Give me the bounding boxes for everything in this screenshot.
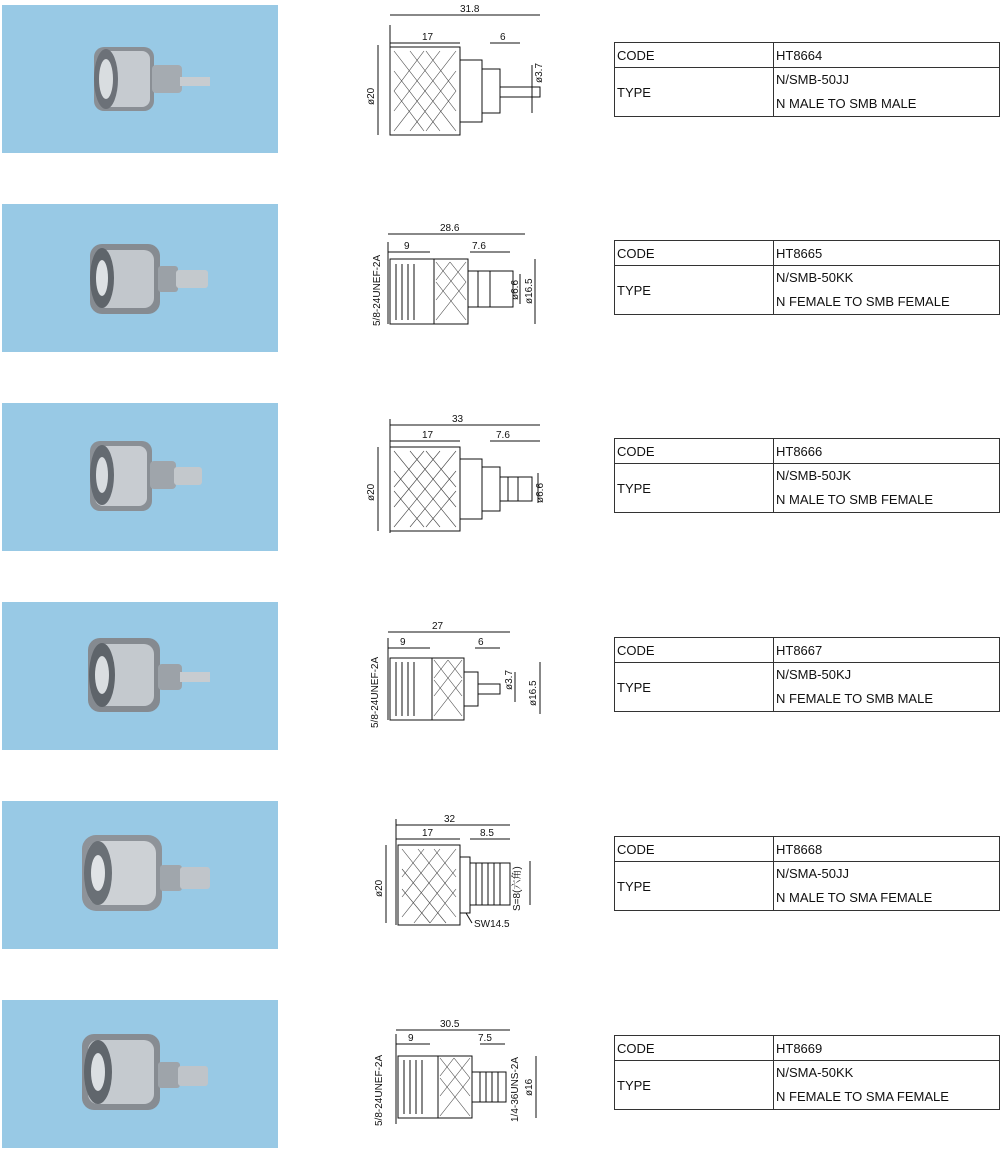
product-row: [0, 602, 1000, 752]
code-value: HT8669: [774, 1036, 1000, 1061]
dim-b: 6: [500, 32, 506, 43]
dim-pin: ø3.7: [504, 669, 515, 690]
dim-b: 7.5: [478, 1033, 492, 1044]
type-description: N MALE TO SMB FEMALE: [776, 492, 934, 507]
dim-a: 9: [400, 637, 406, 648]
dim-thread: 5/8-24UNEF-2A: [374, 1054, 385, 1126]
product-row: [0, 801, 1000, 951]
type-model: N/SMB-50JJ: [776, 72, 849, 87]
dimension-drawing: [360, 5, 560, 155]
code-value: HT8667: [774, 638, 1000, 663]
dim-body: ø20: [374, 879, 385, 897]
dim-total: 30.5: [440, 1019, 460, 1030]
type-label: TYPE: [615, 862, 774, 911]
code-label: CODE: [615, 837, 774, 862]
code-value: HT8668: [774, 837, 1000, 862]
dim-b: 6: [478, 637, 484, 648]
dim-body: ø16.5: [528, 680, 539, 706]
code-label: CODE: [615, 1036, 774, 1061]
dim-body: ø20: [366, 483, 377, 501]
code-label: CODE: [615, 43, 774, 68]
product-photo: [2, 801, 278, 949]
type-label: TYPE: [615, 1061, 774, 1110]
product-row: [0, 403, 1000, 553]
type-description: N MALE TO SMA FEMALE: [776, 890, 933, 905]
dimension-drawing: [360, 602, 560, 752]
dim-a: 9: [404, 241, 410, 252]
dim-total: 33: [452, 414, 464, 425]
product-photo: [2, 204, 278, 352]
code-label: CODE: [615, 638, 774, 663]
spec-table: [614, 438, 1000, 513]
dimension-drawing: [360, 801, 560, 951]
dim-a: 9: [408, 1033, 414, 1044]
type-model: N/SMB-50KJ: [776, 667, 852, 682]
type-label: TYPE: [615, 68, 774, 117]
dimension-drawing: [360, 204, 560, 354]
code-value: HT8666: [774, 439, 1000, 464]
dim-thread: 5/8-24UNEF-2A: [372, 254, 383, 326]
code-label: CODE: [615, 241, 774, 266]
product-photo: [2, 602, 278, 750]
dim-wrench: SW14.5: [474, 919, 510, 930]
type-description: N FEMALE TO SMA FEMALE: [776, 1089, 949, 1104]
connector-photo-icon: [2, 602, 278, 750]
dim-thread: 5/8-24UNEF-2A: [370, 656, 381, 728]
dim-b: 7.6: [472, 241, 486, 252]
product-row: [0, 5, 1000, 155]
spec-table: [614, 1035, 1000, 1110]
type-label: TYPE: [615, 663, 774, 712]
product-photo: [2, 403, 278, 551]
dim-pin: ø3.7: [534, 62, 545, 83]
dim-total: 31.8: [460, 4, 480, 15]
dimension-drawing: [360, 1000, 560, 1150]
dim-pin: 1/4-36UNS-2A: [510, 1056, 521, 1122]
dim-pin: S=8(六角): [512, 866, 523, 911]
code-value: HT8665: [774, 241, 1000, 266]
connector-photo-icon: [2, 5, 278, 153]
product-row: [0, 1000, 1000, 1150]
type-model: N/SMA-50JJ: [776, 866, 849, 881]
product-photo: [2, 1000, 278, 1148]
spec-table: [614, 637, 1000, 712]
dim-a: 17: [422, 32, 434, 43]
connector-photo-icon: [2, 801, 278, 949]
type-description: N FEMALE TO SMB MALE: [776, 691, 934, 706]
dim-b: 8.5: [480, 828, 494, 839]
type-label: TYPE: [615, 464, 774, 513]
spec-table: [614, 240, 1000, 315]
spec-table: [614, 42, 1000, 117]
type-model: N/SMA-50KK: [776, 1065, 854, 1080]
dim-body: ø16.5: [524, 278, 535, 304]
dim-total: 32: [444, 814, 456, 825]
type-model: N/SMB-50JK: [776, 468, 852, 483]
dim-pin: ø6.6: [535, 482, 546, 503]
dim-body: ø20: [366, 87, 377, 105]
type-label: TYPE: [615, 266, 774, 315]
type-description: N MALE TO SMB MALE: [776, 96, 917, 111]
code-value: HT8664: [774, 43, 1000, 68]
dimension-drawing: [360, 403, 560, 553]
connector-photo-icon: [2, 403, 278, 551]
spec-table: [614, 836, 1000, 911]
dim-b: 7.6: [496, 430, 510, 441]
dim-pin: ø6.6: [510, 279, 521, 300]
product-row: [0, 204, 1000, 354]
dim-a: 17: [422, 828, 434, 839]
dim-body: ø16: [524, 1078, 535, 1096]
connector-photo-icon: [2, 204, 278, 352]
type-description: N FEMALE TO SMB FEMALE: [776, 294, 950, 309]
type-model: N/SMB-50KK: [776, 270, 854, 285]
dim-total: 27: [432, 621, 444, 632]
connector-photo-icon: [2, 1000, 278, 1148]
product-photo: [2, 5, 278, 153]
dim-total: 28.6: [440, 223, 460, 234]
code-label: CODE: [615, 439, 774, 464]
dim-a: 17: [422, 430, 434, 441]
